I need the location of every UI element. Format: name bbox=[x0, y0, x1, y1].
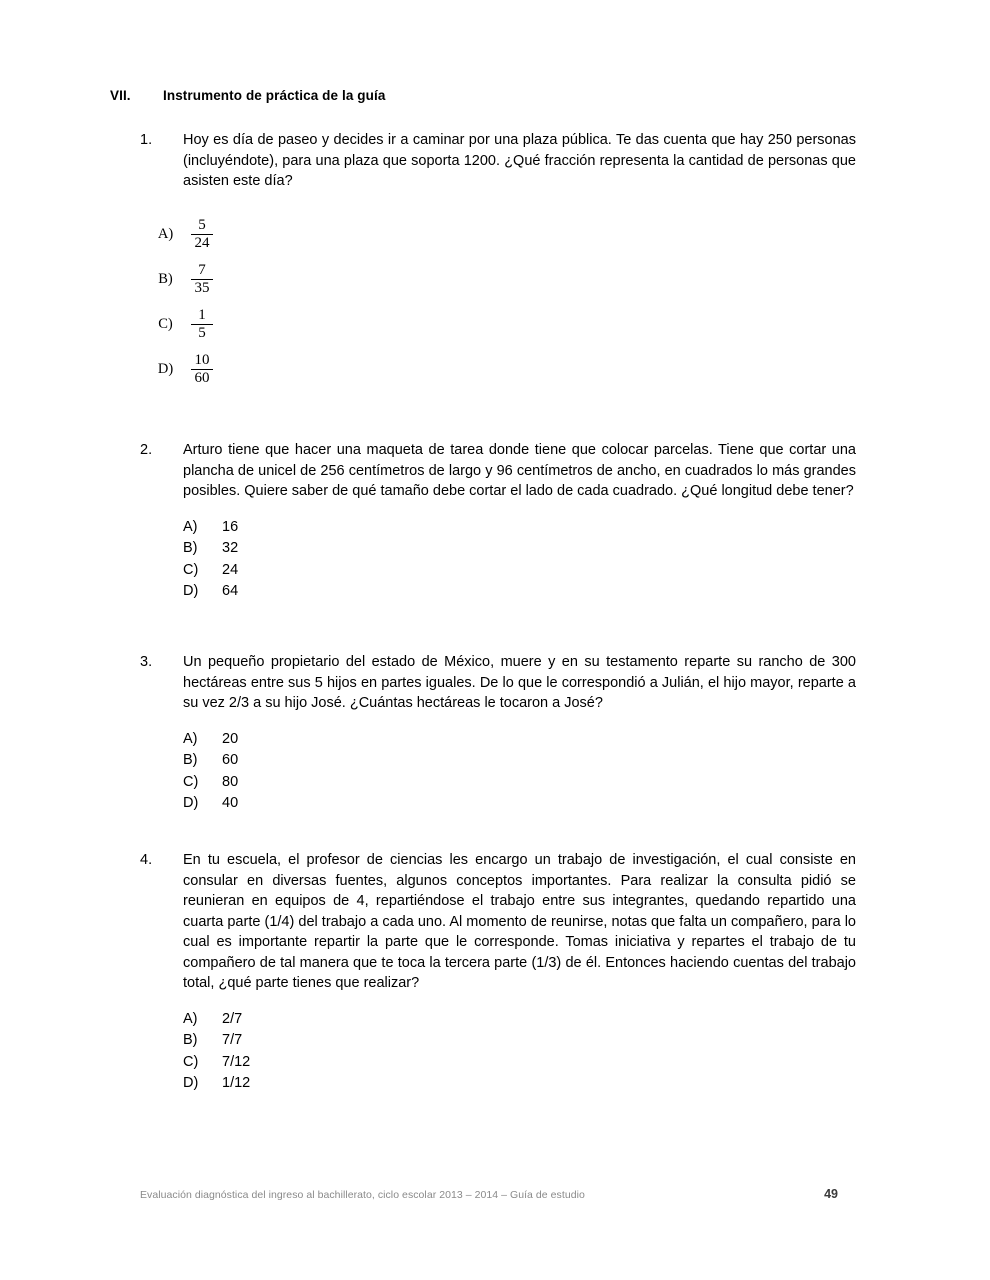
question-text: Un pequeño propietario del estado de México, muere y en su testamento reparte su rancho de 300 hectáreas entre sus 5 hijos en partes iguales. De lo que le correspondió a Julián, el hijo mayor, reparte a su vez 2/3 a su hijo José. ¿Cuántas hectáreas le tocaron a José? bbox=[183, 654, 856, 711]
section-number: VII. bbox=[110, 88, 131, 103]
option-value: 7/7 bbox=[222, 1032, 243, 1048]
option-label: A) bbox=[183, 518, 198, 535]
option-value: 2/7 bbox=[222, 1010, 243, 1027]
question-text: En tu escuela, el profesor de ciencias les encargo un trabajo de investigación, el cual consiste en consular en diversas fuentes, algunos conceptos importantes. Para realizar la consulta pidió se reunieran en equipos de 4, repartiéndose el trabajo entre sus integrantes, quedando repartido una cuarta parte (1/4) del trabajo a cada uno. Al momento de reunirse, notas que falta un compañero, para lo cual es importante repartir la parte que le corresponde. Tomas iniciativa y repartes el trabajo de tu compañero de tal manera que te toca la tercera parte (1/3) de él. Entonces haciendo cuentas del trabajo total, ¿qué parte tienes que realizar? bbox=[183, 852, 856, 991]
option-b[interactable] bbox=[183, 538, 856, 560]
option-a[interactable] bbox=[183, 1009, 856, 1031]
option-label: B) bbox=[183, 752, 198, 768]
option-b[interactable] bbox=[148, 257, 213, 302]
question-block-1 bbox=[140, 130, 856, 392]
option-label: B) bbox=[183, 1032, 198, 1048]
option-value: 7/12 bbox=[222, 1053, 251, 1070]
question-text: Hoy es día de paseo y decides ir a caminar por una plaza pública. Te das cuenta que hay 250 personas (incluyéndote), para una plaza que soporta 1200. ¿Qué fracción representa la cantidad de personas que asisten este día? bbox=[183, 132, 856, 189]
footer-page-number: 49 bbox=[824, 1187, 838, 1201]
fraction-numerator: 1 bbox=[198, 306, 206, 323]
option-d[interactable] bbox=[148, 347, 213, 392]
option-value: 20 bbox=[222, 730, 239, 747]
options-list bbox=[183, 1009, 856, 1095]
option-value: 80 bbox=[222, 773, 239, 790]
option-d[interactable] bbox=[183, 793, 856, 815]
option-value: 64 bbox=[222, 583, 239, 599]
option-label: C) bbox=[183, 1053, 199, 1070]
option-label: A) bbox=[183, 1010, 198, 1027]
option-value: 32 bbox=[222, 540, 239, 556]
option-d[interactable] bbox=[183, 581, 856, 603]
fraction-numerator: 5 bbox=[198, 216, 206, 233]
option-a[interactable] bbox=[183, 729, 856, 751]
options-list bbox=[183, 517, 856, 603]
option-b[interactable] bbox=[183, 750, 856, 772]
option-value: 24 bbox=[222, 561, 239, 578]
fraction-denominator: 24 bbox=[191, 234, 213, 251]
option-label: B) bbox=[183, 540, 198, 556]
question-block-3 bbox=[140, 652, 856, 815]
question-number: 3. bbox=[140, 654, 153, 670]
option-c[interactable] bbox=[148, 302, 213, 347]
option-label: D) bbox=[157, 360, 174, 377]
option-a[interactable] bbox=[183, 517, 856, 539]
option-label: D) bbox=[183, 795, 199, 811]
fraction-numerator: 7 bbox=[198, 261, 206, 278]
question-number: 2. bbox=[140, 442, 153, 458]
fraction-denominator: 60 bbox=[191, 369, 213, 386]
option-c[interactable] bbox=[183, 772, 856, 794]
option-a[interactable] bbox=[148, 212, 213, 257]
footer-text: Evaluación diagnóstica del ingreso al bachillerato, ciclo escolar 2013 – 2014 – Guía de estudio bbox=[140, 1189, 585, 1201]
section-heading bbox=[110, 88, 385, 103]
question-block-2 bbox=[140, 440, 856, 603]
question-text: Arturo tiene que hacer una maqueta de tarea donde tiene que colocar parcelas. Tiene que cortar una plancha de unicel de 256 centímetros de largo y 96 centímetros de ancho, en cuadrados lo más grandes posibles. Quiere saber de qué tamaño debe cortar el lado de cada cuadrado. ¿Qué longitud debe tener? bbox=[183, 442, 856, 499]
question-row bbox=[140, 130, 856, 192]
fraction-denominator: 35 bbox=[191, 279, 213, 296]
option-fraction bbox=[191, 218, 213, 251]
question-row bbox=[140, 850, 856, 994]
option-label: D) bbox=[183, 583, 199, 599]
options-list bbox=[183, 729, 856, 815]
option-label: C) bbox=[158, 315, 173, 332]
question-row bbox=[140, 440, 856, 502]
option-label: C) bbox=[183, 561, 199, 578]
option-value: 16 bbox=[222, 518, 239, 535]
question-number: 4. bbox=[140, 852, 153, 868]
question-row bbox=[140, 652, 856, 714]
option-label: D) bbox=[183, 1075, 199, 1091]
option-label: C) bbox=[183, 773, 199, 790]
option-c[interactable] bbox=[183, 1052, 856, 1074]
section-title: Instrumento de práctica de la guía bbox=[163, 88, 386, 103]
options-list bbox=[148, 212, 213, 392]
question-number: 1. bbox=[140, 132, 153, 148]
option-b[interactable] bbox=[183, 1030, 856, 1052]
option-fraction bbox=[191, 308, 213, 341]
fraction-denominator: 5 bbox=[191, 324, 213, 341]
page-footer bbox=[140, 1187, 856, 1201]
option-label: B) bbox=[158, 270, 173, 287]
option-fraction bbox=[191, 353, 213, 386]
option-value: 40 bbox=[222, 795, 239, 811]
option-label: A) bbox=[157, 225, 174, 242]
question-block-4 bbox=[140, 850, 856, 1095]
option-fraction bbox=[191, 263, 213, 296]
option-label: A) bbox=[183, 730, 198, 747]
option-c[interactable] bbox=[183, 560, 856, 582]
option-value: 1/12 bbox=[222, 1075, 251, 1091]
fraction-numerator: 10 bbox=[194, 351, 210, 368]
option-value: 60 bbox=[222, 752, 239, 768]
option-d[interactable] bbox=[183, 1073, 856, 1095]
